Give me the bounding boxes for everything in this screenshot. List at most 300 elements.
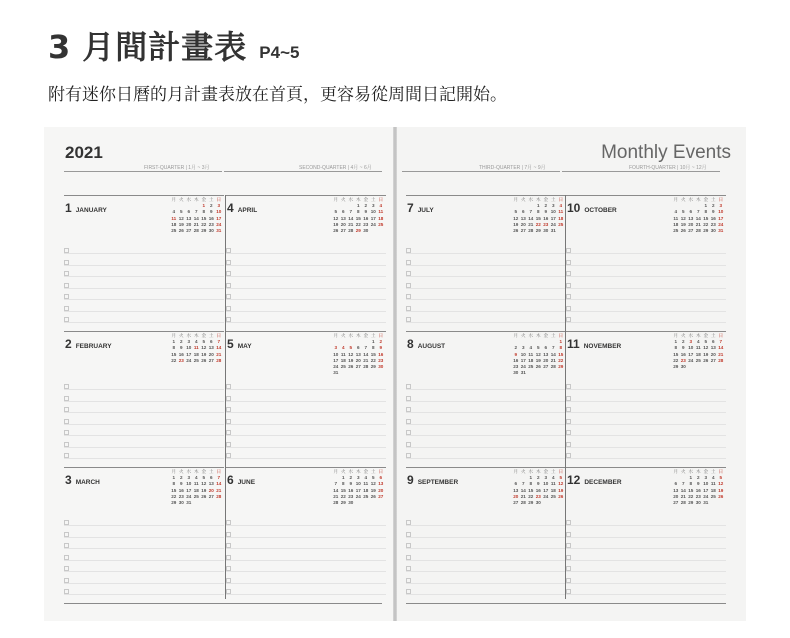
mini-day: 21: [216, 351, 222, 357]
entry-line: [64, 583, 224, 584]
mini-day: 18: [528, 357, 534, 363]
checkbox[interactable]: [64, 396, 69, 401]
mini-day: 14: [718, 345, 724, 351]
mini-day: 10: [186, 345, 192, 351]
entry-line: [64, 548, 224, 549]
mini-day: 12: [348, 351, 354, 357]
entry-line: [226, 594, 386, 595]
checkbox[interactable]: [406, 396, 411, 401]
checkbox[interactable]: [64, 384, 69, 389]
mini-day: 11: [558, 209, 564, 215]
checkbox[interactable]: [226, 566, 231, 571]
entry-line: [64, 412, 224, 413]
checkbox[interactable]: [226, 442, 231, 447]
checkbox[interactable]: [64, 566, 69, 571]
mini-day: 20: [520, 221, 526, 227]
mini-day: 3: [544, 475, 548, 481]
checkbox[interactable]: [226, 283, 231, 288]
entry-line: [64, 560, 224, 561]
checkbox[interactable]: [406, 453, 411, 458]
month-rule: [406, 331, 566, 332]
mini-day: 5: [559, 475, 563, 481]
mini-day: 28: [520, 499, 526, 505]
checkbox[interactable]: [406, 260, 411, 265]
checkbox[interactable]: [406, 407, 411, 412]
checkbox[interactable]: [226, 453, 231, 458]
mini-day: 13: [520, 215, 526, 221]
weekday-header: 土: [370, 197, 376, 202]
entry-line: [64, 525, 224, 526]
mini-day: 16: [695, 487, 701, 493]
checkbox[interactable]: [566, 532, 571, 537]
weekday-header: 火: [340, 469, 346, 474]
checkbox[interactable]: [64, 294, 69, 299]
checkbox[interactable]: [64, 283, 69, 288]
mini-day: 20: [355, 357, 361, 363]
month-rule: [64, 195, 224, 196]
mini-day: 22: [370, 357, 376, 363]
mini-day: 25: [710, 493, 716, 499]
checkbox[interactable]: [566, 555, 571, 560]
checkbox[interactable]: [566, 294, 571, 299]
mini-day: 14: [680, 487, 686, 493]
checkbox[interactable]: [406, 419, 411, 424]
mini-day: 2: [379, 339, 383, 345]
mini-day: 10: [688, 345, 694, 351]
mini-day: 11: [340, 351, 346, 357]
weekday-header: 日: [718, 469, 724, 474]
mini-day: 12: [558, 481, 564, 487]
mini-day: 14: [193, 215, 199, 221]
mini-day: 1: [536, 203, 540, 209]
month-cell-november: [566, 331, 726, 463]
mini-day: 11: [550, 481, 556, 487]
month-rule: [406, 195, 566, 196]
checkbox[interactable]: [64, 578, 69, 583]
checkbox[interactable]: [566, 430, 571, 435]
entry-line: [64, 265, 224, 266]
mini-calendar: [672, 469, 725, 506]
checkbox[interactable]: [566, 260, 571, 265]
mini-day: 13: [208, 345, 214, 351]
quarter-rule-3: [402, 171, 560, 172]
checkbox[interactable]: [406, 589, 411, 594]
month-cell-january: [64, 195, 224, 327]
month-label: [407, 469, 458, 488]
entry-line: [406, 424, 566, 425]
mini-day: 15: [528, 487, 534, 493]
checkbox[interactable]: [226, 578, 231, 583]
quarter-label-4: FOURTH-QUARTER | 10月 ~ 12月: [629, 165, 707, 171]
checkbox[interactable]: [566, 306, 571, 311]
mini-day: 7: [217, 475, 221, 481]
weekday-header: 日: [378, 197, 384, 202]
mini-day: 8: [674, 345, 678, 351]
mini-day: 8: [172, 481, 176, 487]
checkbox[interactable]: [226, 306, 231, 311]
checkbox[interactable]: [226, 430, 231, 435]
checkbox[interactable]: [64, 248, 69, 253]
checkbox[interactable]: [226, 294, 231, 299]
checkbox[interactable]: [64, 419, 69, 424]
checkbox[interactable]: [64, 589, 69, 594]
mini-day: 6: [379, 475, 383, 481]
checkbox[interactable]: [566, 384, 571, 389]
month-label: [65, 333, 112, 352]
month-cell-april: [226, 195, 386, 327]
mini-day: 3: [521, 345, 525, 351]
mini-day: 23: [680, 357, 686, 363]
mini-day: 27: [355, 363, 361, 369]
checkbox[interactable]: [566, 317, 571, 322]
entry-line: [566, 412, 726, 413]
mini-day: 26: [333, 227, 339, 233]
weekday-header: 水: [186, 197, 192, 202]
mini-day: 30: [208, 227, 214, 233]
mini-day: 6: [521, 209, 525, 215]
month-cell-september: [406, 467, 566, 599]
mini-day: 27: [186, 227, 192, 233]
checkbox[interactable]: [406, 384, 411, 389]
mini-day: 9: [544, 209, 548, 215]
checkbox[interactable]: [226, 271, 231, 276]
mini-day: 21: [348, 221, 354, 227]
checkbox[interactable]: [406, 543, 411, 548]
checkbox[interactable]: [64, 407, 69, 412]
mini-day: 1: [341, 475, 345, 481]
checkbox[interactable]: [226, 532, 231, 537]
checkbox[interactable]: [566, 520, 571, 525]
quarter-rule-4: [562, 171, 720, 172]
mini-day: 18: [378, 215, 384, 221]
weekday-header: 火: [520, 333, 526, 338]
month-rule: [64, 331, 224, 332]
entry-line: [566, 537, 726, 538]
mini-day: 5: [349, 345, 353, 351]
mini-day: 2: [179, 339, 183, 345]
checkbox[interactable]: [64, 442, 69, 447]
checkbox[interactable]: [566, 283, 571, 288]
entry-line: [406, 571, 566, 572]
mini-day: 16: [710, 215, 716, 221]
mini-day: 23: [178, 357, 184, 363]
checkbox[interactable]: [226, 396, 231, 401]
mini-day: 3: [334, 345, 338, 351]
checkbox[interactable]: [226, 407, 231, 412]
mini-day: 20: [340, 221, 346, 227]
mini-day: 15: [535, 215, 541, 221]
mini-day: 6: [341, 209, 345, 215]
mini-day: 2: [179, 475, 183, 481]
mini-day: 17: [550, 215, 556, 221]
mini-day: 14: [348, 215, 354, 221]
entry-line: [406, 447, 566, 448]
mini-day: 14: [550, 351, 556, 357]
mini-day: 17: [703, 487, 709, 493]
mini-day: 10: [186, 481, 192, 487]
mini-day: 25: [193, 357, 199, 363]
mini-day: 21: [695, 221, 701, 227]
checkbox[interactable]: [566, 396, 571, 401]
mini-day: 6: [544, 345, 548, 351]
checkbox[interactable]: [566, 419, 571, 424]
checkbox[interactable]: [406, 430, 411, 435]
checkbox[interactable]: [64, 520, 69, 525]
entry-line: [226, 525, 386, 526]
mini-day: 22: [528, 493, 534, 499]
weekday-header: 火: [680, 469, 686, 474]
checkbox[interactable]: [566, 578, 571, 583]
checkbox[interactable]: [226, 384, 231, 389]
mini-day: 13: [688, 215, 694, 221]
mini-day: 6: [674, 481, 678, 487]
mini-day: 19: [178, 221, 184, 227]
mini-day: 24: [333, 363, 339, 369]
month-name: FEBRUARY: [75, 343, 112, 350]
mini-day: 20: [208, 351, 214, 357]
mini-day: 25: [340, 363, 346, 369]
mini-day: 2: [536, 475, 540, 481]
checkbox[interactable]: [226, 419, 231, 424]
month-cell-december: [566, 467, 726, 599]
mini-day: 3: [371, 203, 375, 209]
weekday-header: 金: [543, 197, 549, 202]
entry-line: [406, 276, 566, 277]
weekday-header: 土: [550, 333, 556, 338]
mini-day: 14: [528, 215, 534, 221]
checkbox[interactable]: [406, 294, 411, 299]
mini-day: 3: [719, 203, 723, 209]
checkbox[interactable]: [406, 520, 411, 525]
checkbox[interactable]: [566, 589, 571, 594]
planner-photo: [44, 127, 746, 621]
checkbox[interactable]: [226, 520, 231, 525]
checkbox[interactable]: [406, 317, 411, 322]
mini-day: 27: [543, 363, 549, 369]
mini-day: 17: [688, 351, 694, 357]
checkbox[interactable]: [566, 442, 571, 447]
mini-day: 19: [535, 357, 541, 363]
mini-day: 19: [201, 351, 207, 357]
month-rule: [226, 331, 386, 332]
mini-day: 22: [355, 221, 361, 227]
mini-calendar: [512, 333, 565, 376]
entry-line: [406, 412, 566, 413]
mini-day: 13: [710, 345, 716, 351]
mini-day: 6: [187, 209, 191, 215]
section-subtitle: 附有迷你日曆的月計畫表放在首頁，更容易從周間日記開始。: [48, 85, 507, 105]
month-label: [227, 469, 255, 488]
mini-day: 14: [520, 487, 526, 493]
mini-day: 27: [688, 227, 694, 233]
entry-line: [226, 389, 386, 390]
mini-day: 16: [680, 351, 686, 357]
mini-day: 24: [186, 357, 192, 363]
checkbox[interactable]: [64, 543, 69, 548]
checkbox[interactable]: [226, 589, 231, 594]
month-number: 1: [65, 201, 72, 215]
weekday-header: 木: [355, 469, 361, 474]
mini-day: 16: [178, 487, 184, 493]
mini-day: 28: [550, 363, 556, 369]
month-label: [65, 469, 100, 488]
mini-day: 4: [341, 345, 345, 351]
checkbox[interactable]: [64, 430, 69, 435]
section-number: 3: [48, 28, 71, 66]
month-label: [227, 333, 252, 352]
mini-day: 29: [340, 499, 346, 505]
mini-day: 20: [710, 351, 716, 357]
checkbox[interactable]: [64, 555, 69, 560]
entry-line: [566, 525, 726, 526]
month-cell-august: [406, 331, 566, 463]
weekday-header: 土: [710, 333, 716, 338]
mini-calendar: [332, 333, 385, 376]
checkbox[interactable]: [64, 306, 69, 311]
mini-day: 17: [333, 357, 339, 363]
checkbox[interactable]: [64, 532, 69, 537]
mini-day: 28: [363, 363, 369, 369]
checkbox[interactable]: [406, 578, 411, 583]
section-heading: [48, 22, 299, 68]
mini-day: 30: [680, 363, 686, 369]
mini-day: 9: [681, 345, 685, 351]
checkbox[interactable]: [406, 271, 411, 276]
mini-day: 7: [521, 481, 525, 487]
month-name: MARCH: [75, 479, 100, 486]
quarter-rule-1: [64, 171, 222, 172]
checkbox[interactable]: [566, 248, 571, 253]
book-spine: [393, 127, 397, 621]
checkbox[interactable]: [226, 260, 231, 265]
entry-line: [64, 537, 224, 538]
entry-line: [226, 412, 386, 413]
mini-day: 20: [208, 487, 214, 493]
month-number: 10: [567, 201, 581, 215]
entry-line: [226, 560, 386, 561]
mini-day: 13: [355, 351, 361, 357]
checkbox[interactable]: [64, 271, 69, 276]
entry-line: [406, 594, 566, 595]
checkbox[interactable]: [566, 407, 571, 412]
entry-line: [226, 435, 386, 436]
mini-day: 23: [208, 221, 214, 227]
entry-line: [406, 548, 566, 549]
checkbox[interactable]: [226, 317, 231, 322]
mini-day: 3: [356, 475, 360, 481]
mini-day: 31: [216, 227, 222, 233]
mini-day: 9: [536, 481, 540, 487]
mini-day: 28: [528, 227, 534, 233]
checkbox[interactable]: [226, 543, 231, 548]
mini-day: 15: [355, 215, 361, 221]
mini-day: 5: [514, 209, 518, 215]
weekday-header: 日: [718, 333, 724, 338]
column-divider: [565, 195, 566, 599]
checkbox[interactable]: [64, 453, 69, 458]
entry-line: [566, 458, 726, 459]
mini-day: 29: [528, 499, 534, 505]
mini-day: 15: [673, 351, 679, 357]
checkbox[interactable]: [226, 555, 231, 560]
mini-day: 18: [550, 487, 556, 493]
checkbox[interactable]: [566, 453, 571, 458]
weekday-header: 火: [178, 197, 184, 202]
mini-day: 11: [363, 481, 369, 487]
checkbox[interactable]: [406, 555, 411, 560]
weekday-header: 木: [695, 197, 701, 202]
mini-day: 4: [194, 339, 198, 345]
mini-day: 13: [340, 215, 346, 221]
mini-calendar: [512, 469, 565, 506]
weekday-header: 火: [680, 333, 686, 338]
mini-day: 23: [363, 221, 369, 227]
checkbox[interactable]: [406, 442, 411, 447]
mini-day: 30: [513, 370, 519, 376]
mini-day: 17: [718, 215, 724, 221]
mini-day: 18: [710, 487, 716, 493]
mini-day: 19: [370, 487, 376, 493]
mini-calendar: [512, 197, 565, 234]
weekday-header: 水: [688, 197, 694, 202]
weekday-header: 月: [673, 197, 679, 202]
checkbox[interactable]: [566, 271, 571, 276]
mini-day: 31: [703, 499, 709, 505]
mini-day: 20: [378, 487, 384, 493]
checkbox[interactable]: [406, 306, 411, 311]
mini-day: 1: [559, 339, 563, 345]
month-number: 7: [407, 201, 414, 215]
month-name: JULY: [417, 207, 434, 214]
month-rule: [566, 331, 726, 332]
month-name: SEPTEMBER: [417, 479, 459, 486]
checkbox[interactable]: [406, 532, 411, 537]
entry-line: [566, 548, 726, 549]
mini-day: 14: [216, 345, 222, 351]
entry-line: [566, 288, 726, 289]
mini-day: 21: [718, 351, 724, 357]
mini-day: 26: [535, 363, 541, 369]
mini-day: 22: [201, 221, 207, 227]
entry-line: [406, 389, 566, 390]
mini-day: 10: [520, 351, 526, 357]
entry-line: [566, 276, 726, 277]
mini-day: 21: [363, 357, 369, 363]
checkbox[interactable]: [226, 248, 231, 253]
checkbox[interactable]: [406, 248, 411, 253]
mini-day: 7: [334, 481, 338, 487]
page-range: P4~5: [259, 43, 300, 62]
mini-day: 22: [703, 221, 709, 227]
month-number: 5: [227, 337, 234, 351]
weekday-header: 日: [558, 197, 564, 202]
column-divider: [225, 195, 226, 599]
checkbox[interactable]: [566, 566, 571, 571]
checkbox[interactable]: [406, 566, 411, 571]
month-name: DECEMBER: [584, 479, 622, 486]
mini-day: 8: [341, 481, 345, 487]
checkbox[interactable]: [406, 283, 411, 288]
mini-day: 2: [364, 203, 368, 209]
mini-day: 26: [513, 227, 519, 233]
weekday-header: 水: [528, 333, 534, 338]
checkbox[interactable]: [566, 543, 571, 548]
entry-line: [406, 322, 566, 323]
weekday-header: 月: [171, 197, 177, 202]
mini-day: 16: [513, 357, 519, 363]
checkbox[interactable]: [64, 317, 69, 322]
checkbox[interactable]: [64, 260, 69, 265]
